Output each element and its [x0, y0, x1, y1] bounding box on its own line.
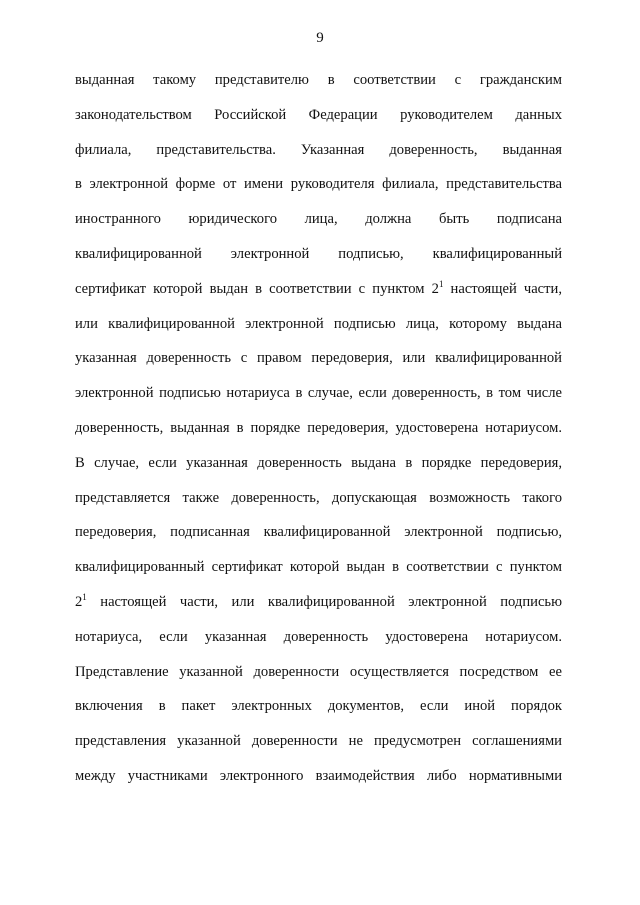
document-body — [75, 71, 562, 802]
text-line: филиала, представительства. Указанная доверенность, выданная — [75, 141, 562, 158]
text-line: В случае, если указанная доверенность выдана в порядке передоверия, — [75, 454, 562, 471]
text-line: представления указанной доверенности не предусмотрен соглашениями — [75, 733, 562, 750]
superscript: 1 — [82, 591, 87, 602]
text-line: или квалифицированной электронной подписью лица, которому выдана — [75, 315, 562, 332]
text-line: Представление указанной доверенности осуществляется посредством ее — [75, 663, 562, 680]
page-number: 9 — [316, 30, 324, 46]
text-line: выданная такому представителю в соответствии с гражданским — [75, 72, 562, 88]
text-line: включения в пакет электронных документов, если иной порядок — [75, 698, 562, 715]
text-line: квалифицированной электронной подписью, квалифицированный — [75, 245, 562, 262]
superscript: 1 — [438, 278, 444, 289]
text-line — [75, 593, 562, 628]
text-segment: 2 — [75, 593, 83, 610]
text-line: между участниками электронного взаимодействия либо нормативными — [75, 767, 562, 784]
text-line: указанная доверенность с правом передоверия, или квалифицированной — [75, 350, 562, 367]
text-line — [75, 280, 562, 315]
text-line: квалифицированный сертификат которой выдан в соответствии с пунктом — [75, 559, 562, 576]
text-line: в электронной форме от имени руководителя филиала, представительства — [75, 176, 562, 193]
text-line: передоверия, подписанная квалифицированной электронной подписью, — [75, 524, 562, 541]
text-line: нотариуса, если указанная доверенность удостоверена нотариусом. — [75, 628, 562, 645]
text-line: электронной подписью нотариуса в случае, если доверенность, в том числе — [75, 385, 562, 402]
text-line: представляется также доверенность, допускающая возможность такого — [75, 489, 562, 506]
text-segment: сертификат которой выдан в соответствии с пунктом 2 — [75, 280, 439, 297]
text-line: законодательством Российской Федерации руководителем данных — [75, 106, 562, 123]
text-segment: настоящей части, или квалифицированной электронной подписью — [86, 593, 562, 610]
text-line: иностранного юридического лица, должна быть подписана — [75, 211, 562, 228]
text-segment: настоящей части, — [443, 280, 562, 297]
text-line: доверенность, выданная в порядке передоверия, удостоверена нотариусом. — [75, 419, 562, 436]
